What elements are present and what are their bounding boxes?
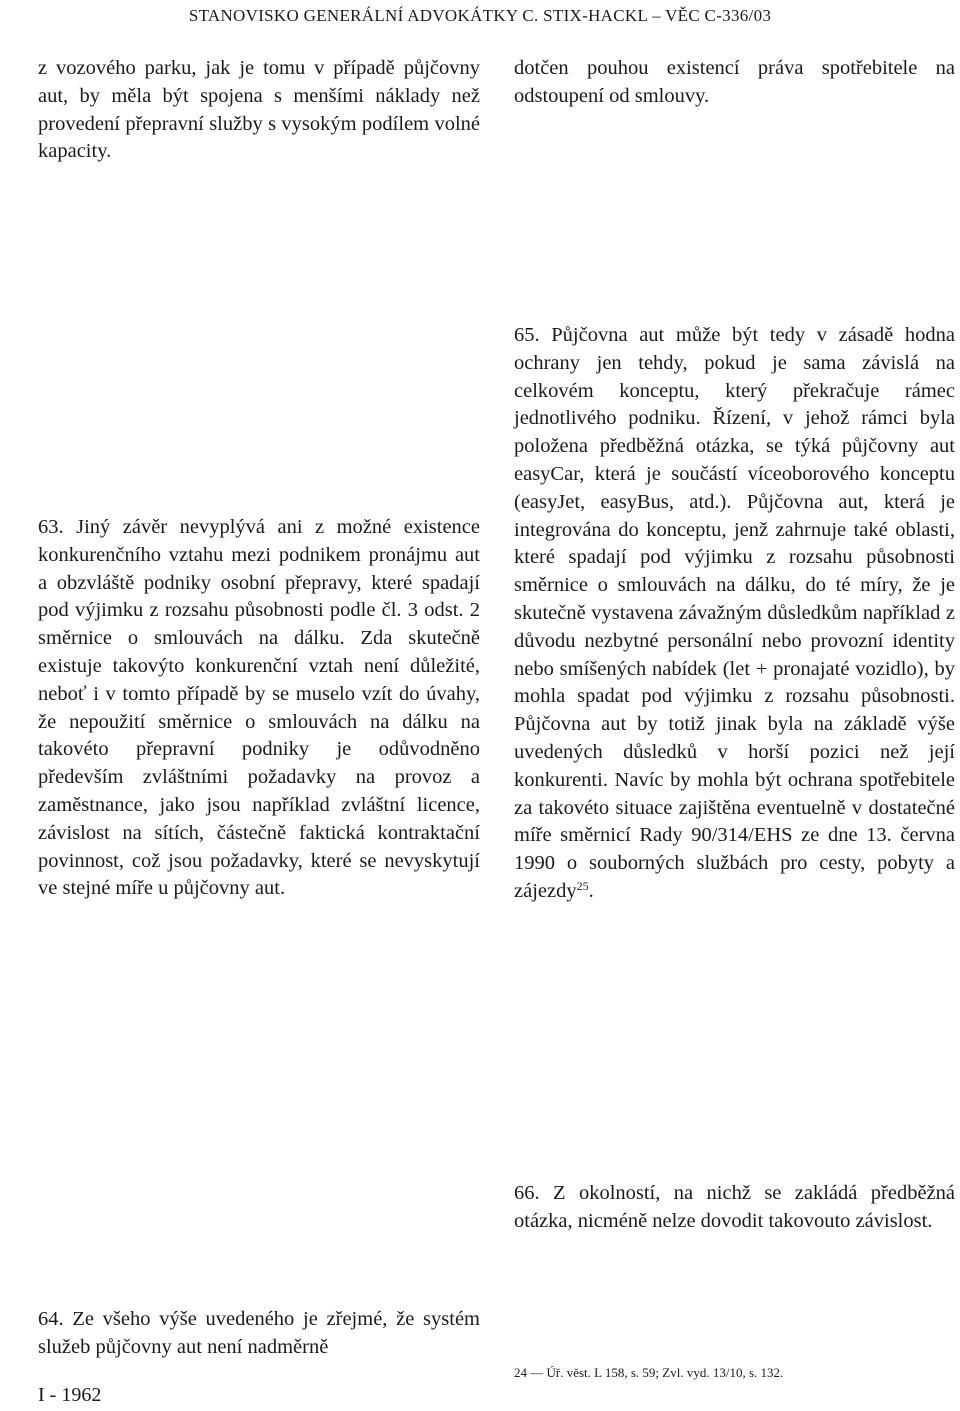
footnote-24: 24 — Úř. věst. L 158, s. 59; Zvl. vyd. 13/10, s. 132. <box>514 1365 784 1380</box>
running-header: STANOVISKO GENERÁLNÍ ADVOKÁTKY C. STIX-HACKL – VĚC C-336/03 <box>188 6 772 25</box>
paragraph-65-text: 65. Půjčovna aut může být tedy v zásadě hodna ochrany jen tehdy, pokud je sama závislá na celkovém konceptu, který překračuje rámec jednotlivého podniku. Řízení, v jehož rámci byla položena předběžná otázka, se týká půjčovny aut easyCar, která je součástí víceoborového konceptu (easyJet, easyBus, atd.). Půjčovna aut, která je integrována do konceptu, jenž zahrnuje také oblasti, které spadají pod výjimku z rozsahu působnosti směrnice o smlouvách na dálku, do té míry, že je skutečně vystavena závažným důsledkům například z důvodu nezbytné personální nebo provozní identity nebo smíšených nabídek (let + pronajaté vozidlo), by mohla spadat pod výjimku z rozsahu působnosti. Půjčovna aut by totiž jinak byla na základě výše uvedených důsledků v horší pozici než její konkurenti. Navíc by mohla být ochrana spotřebitele za takovéto situace zajištěna eventuelně v dostatečné míře směrnicí Rady 90/314/EHS ze dne 13. června 1990 o souborných službách pro cesty, pobyty a zájezdy <box>514 324 955 902</box>
page-number: I - 1962 <box>38 1384 102 1406</box>
paragraph-65-end: . <box>588 879 594 902</box>
paragraph-63: 63. Jiný závěr nevyplývá ani z možné existence konkurenčního vztahu mezi podnikem pronájmu aut a obzvláště podniky osobní přepravy, které spadají pod výjimku z rozsahu působnosti podle čl. 3 odst. 2 směrnice o smlouvách na dálku. Zda skutečně existuje takovýto konkurenční vztah není důležité, neboť i v tomto případě by se muselo vzít do úvahy, že nepoužití směrnice o smlouvách na dálku na takovéto přepravní podniky je odůvodněno především zvláštními požadavky na provoz a zaměstnance, jako jsou například zvláštní licence, závislost na sítích, částečně faktická kontraktační povinnost, což jsou požadavky, které se nevyskytují ve stejné míře u půjčovny aut. <box>38 516 480 900</box>
paragraph-64: 64. Ze všeho výše uvedeného je zřejmé, že systém služeb půjčovny aut není nadměrně <box>38 1308 480 1358</box>
right-continuation-text: dotčen pouhou existencí práva spotřebitele na odstoupení od smlouvy. <box>514 57 955 107</box>
footnote-ref-25[interactable]: 25 <box>576 878 589 893</box>
paragraph-66: 66. Z okolností, na nichž se zakládá předběžná otázka, nicméně nelze dovodit takovouto závislost. <box>514 1182 955 1232</box>
left-continuation-text: z vozového parku, jak je tomu v případě půjčovny aut, by měla být spojena s menšími náklady než provedení přepravní služby s vysokým podílem volné kapacity. <box>38 57 480 163</box>
paragraph-65 <box>514 322 955 906</box>
